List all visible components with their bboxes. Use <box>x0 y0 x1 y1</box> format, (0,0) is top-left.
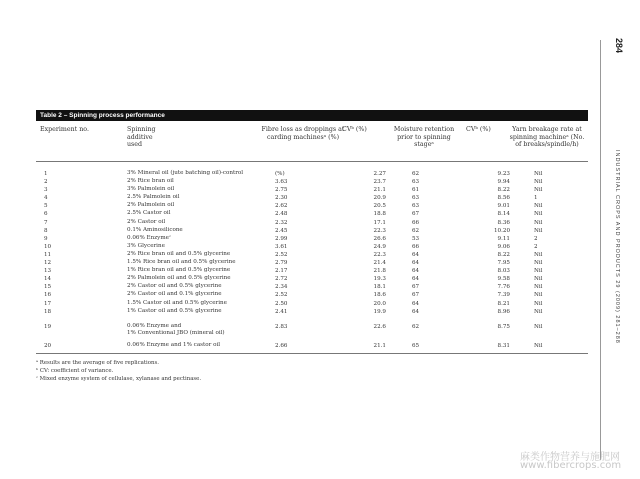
cell-additive: 3% Palmolein oil <box>127 186 175 193</box>
table-body <box>36 170 588 350</box>
cell-experiment-no: 1 <box>44 171 48 177</box>
cell-cv-fibre: 18.1 <box>373 284 386 291</box>
cell-fibre-loss: 2.83 <box>275 323 288 330</box>
cell-additive: 0.06% Enzyme and 1% castor oil <box>127 341 221 348</box>
cell-cv-fibre: 23.7 <box>373 179 386 186</box>
cell-cv-fibre: 24.9 <box>373 243 386 250</box>
table-row <box>36 202 588 210</box>
cell-experiment-no: 4 <box>44 195 48 202</box>
cell-cv-moisture: 9.01 <box>497 203 510 210</box>
cell-additive: 1% Rice bran oil and 0.5% glycerine <box>127 267 231 274</box>
cell-additive: 3% Glycerine <box>127 242 165 249</box>
cell-cv-fibre: 21.8 <box>373 268 386 275</box>
cell-fibre-loss: 2.99 <box>275 235 288 242</box>
cell-additive: 0.1% Aminosilicone <box>127 226 183 233</box>
cell-cv-fibre: 2.27 <box>373 171 386 177</box>
cell-experiment-no: 15 <box>44 284 52 291</box>
cell-additive: 2% Rice bran oil <box>127 178 174 185</box>
cell-moisture: 67 <box>412 292 420 299</box>
cell-cv-moisture: 8.36 <box>497 219 510 226</box>
cell-additive: 2% Castor oil and 0.5% glycerine <box>127 283 222 290</box>
cell-cv-moisture: 8.21 <box>497 300 510 307</box>
cell-additive: 2% Castor oil <box>127 218 166 225</box>
cell-moisture: 64 <box>412 308 420 315</box>
cell-additive: 0.06% Enzymeᶜ <box>127 234 171 241</box>
journal-running-head: INDUSTRIAL CROPS AND PRODUCTS 29 (2009) 281–288 <box>614 150 620 344</box>
cell-fibre-loss: 2.50 <box>275 300 288 307</box>
cell-additive: 1.5% Rice bran oil and 0.5% glycerine <box>127 259 236 266</box>
cell-fibre-loss: 2.52 <box>275 292 288 299</box>
cell-cv-fibre: 22.3 <box>373 227 386 234</box>
header-cv-moisture: CVᵇ (%) <box>466 126 491 133</box>
cell-yarn-breakage: Nil <box>534 227 543 234</box>
cell-moisture: 62 <box>412 171 420 177</box>
watermark-url: www.fibercrops.com <box>520 460 622 471</box>
cell-cv-fibre: 20.0 <box>373 300 386 307</box>
cell-yarn-breakage: Nil <box>534 203 543 210</box>
cell-moisture: 63 <box>412 203 420 210</box>
cell-experiment-no: 14 <box>44 276 52 283</box>
cell-cv-moisture: 10.20 <box>493 227 510 234</box>
cell-experiment-no: 9 <box>44 235 48 242</box>
cell-cv-fibre: 19.3 <box>373 276 386 283</box>
table-row <box>36 219 588 227</box>
cell-yarn-breakage: Nil <box>534 308 543 315</box>
cell-additive: 2% Palmolein oil <box>127 202 175 209</box>
header-rule <box>36 161 588 162</box>
table-row <box>36 259 588 267</box>
table-row <box>36 291 588 299</box>
cell-fibre-loss: 2.52 <box>275 251 288 258</box>
cell-cv-moisture: 8.22 <box>497 187 510 194</box>
cell-cv-moisture: 9.11 <box>497 235 510 242</box>
cell-moisture: 63 <box>412 195 420 202</box>
cell-fibre-loss: 2.34 <box>275 284 288 291</box>
cell-additive: 2% Rice bran oil and 0.5% glycerine <box>127 250 231 257</box>
cell-experiment-no: 6 <box>44 211 48 218</box>
table-row <box>36 194 588 202</box>
cell-yarn-breakage: Nil <box>534 211 543 218</box>
table-row <box>36 283 588 291</box>
cell-additive: 2.5% Palmolein oil <box>127 194 180 201</box>
table-row <box>36 227 588 235</box>
cell-fibre-loss: 2.32 <box>275 219 288 226</box>
cell-cv-moisture: 8.56 <box>497 195 510 202</box>
cell-moisture: 53 <box>412 235 420 242</box>
cell-fibre-loss: 3.63 <box>275 179 288 186</box>
cell-yarn-breakage: Nil <box>534 187 543 194</box>
cell-moisture: 67 <box>412 211 420 218</box>
table-row <box>36 170 588 178</box>
cell-cv-moisture: 9.23 <box>497 171 510 177</box>
table-row <box>36 235 588 243</box>
cell-experiment-no: 16 <box>44 292 52 299</box>
cell-cv-fibre: 21.1 <box>373 187 386 194</box>
cell-additive: 2% Castor oil and 0.1% glycerine <box>127 291 222 298</box>
cell-yarn-breakage: Nil <box>534 260 543 267</box>
cell-fibre-loss: 2.48 <box>275 211 288 218</box>
cell-fibre-loss: 2.75 <box>275 187 288 194</box>
cell-experiment-no: 17 <box>44 300 52 307</box>
cell-fibre-loss: 2.41 <box>275 308 288 315</box>
table-row <box>36 178 588 186</box>
cell-yarn-breakage: Nil <box>534 268 543 275</box>
footnote: ᶜ Mixed enzyme system of cellulase, xylanase and pectinase. <box>36 376 202 383</box>
cell-fibre-loss: 2.45 <box>275 227 288 234</box>
cell-yarn-breakage: Nil <box>534 276 543 283</box>
cell-experiment-no: 5 <box>44 203 48 210</box>
cell-yarn-breakage: 2 <box>534 243 538 250</box>
cell-moisture: 64 <box>412 251 420 258</box>
cell-yarn-breakage: Nil <box>534 171 543 177</box>
cell-moisture: 66 <box>412 243 420 250</box>
cell-moisture: 64 <box>412 300 420 307</box>
table-row <box>36 342 588 350</box>
cell-additive: 2.5% Castor oil <box>127 210 171 217</box>
cell-experiment-no: 18 <box>44 308 52 315</box>
cell-experiment-no: 2 <box>44 179 48 186</box>
cell-yarn-breakage: Nil <box>534 179 543 186</box>
cell-experiment-no: 19 <box>44 323 52 330</box>
cell-cv-moisture: 8.14 <box>497 211 510 218</box>
table-row <box>36 300 588 308</box>
cell-experiment-no: 11 <box>44 251 52 258</box>
cell-yarn-breakage: Nil <box>534 284 543 291</box>
cell-cv-moisture: 8.75 <box>497 323 510 330</box>
cell-yarn-breakage: 1 <box>534 195 538 202</box>
cell-experiment-no: 12 <box>44 260 52 267</box>
cell-fibre-loss: 3.61 <box>275 243 288 250</box>
header-experiment: Experiment no. <box>40 126 89 133</box>
header-additive: Spinning additive used <box>127 126 156 148</box>
table-header <box>36 121 588 161</box>
cell-fibre-loss: 2.79 <box>275 260 288 267</box>
cell-moisture: 62 <box>412 323 420 330</box>
cell-moisture: 64 <box>412 276 420 283</box>
table-title: Table 2 – Spinning process performance <box>36 110 588 121</box>
cell-cv-fibre: 26.6 <box>373 235 386 242</box>
cell-yarn-breakage: Nil <box>534 300 543 307</box>
header-cv-fibre: CVᵇ (%) <box>342 126 367 133</box>
cell-cv-moisture: 8.22 <box>497 251 510 258</box>
cell-cv-fibre: 17.1 <box>373 219 386 226</box>
cell-cv-fibre: 18.8 <box>373 211 386 218</box>
cell-fibre-loss: 2.72 <box>275 276 288 283</box>
table-row <box>36 275 588 283</box>
cell-cv-fibre: 20.5 <box>373 203 386 210</box>
cell-cv-moisture: 8.31 <box>497 342 510 349</box>
cell-experiment-no: 13 <box>44 268 52 275</box>
cell-fibre-loss: 2.17 <box>275 268 288 275</box>
cell-experiment-no: 8 <box>44 227 48 234</box>
cell-cv-fibre: 21.1 <box>373 342 386 349</box>
cell-experiment-no: 7 <box>44 219 48 226</box>
cell-additive: 1.5% Castor oil and 0.5% glycerine <box>127 299 227 306</box>
cell-cv-fibre: 19.9 <box>373 308 386 315</box>
table-row <box>36 267 588 275</box>
cell-fibre-loss: (%) <box>275 171 285 177</box>
table-row <box>36 243 588 251</box>
footnote: ᵇ CV: coefficient of variance. <box>36 368 114 375</box>
table-row <box>36 308 588 316</box>
cell-additive: 0.06% Enzyme and 1% Conventional JBO (mineral oil) <box>127 322 225 337</box>
cell-moisture: 66 <box>412 219 420 226</box>
table-bottom-rule <box>36 353 588 354</box>
table-row <box>36 186 588 194</box>
cell-cv-moisture: 8.96 <box>497 308 510 315</box>
cell-yarn-breakage: 2 <box>534 235 538 242</box>
cell-cv-moisture: 7.95 <box>497 260 510 267</box>
cell-cv-moisture: 8.03 <box>497 268 510 275</box>
cell-cv-fibre: 22.6 <box>373 323 386 330</box>
cell-additive: 3% Mineral oil (jute batching oil)-control <box>127 170 244 176</box>
cell-fibre-loss: 2.66 <box>275 342 288 349</box>
table-footnotes <box>36 359 588 384</box>
cell-moisture: 65 <box>412 342 420 349</box>
cell-moisture: 62 <box>412 227 420 234</box>
cell-cv-moisture: 9.94 <box>497 179 510 186</box>
cell-yarn-breakage: Nil <box>534 219 543 226</box>
table-row <box>36 321 588 337</box>
cell-moisture: 61 <box>412 187 420 194</box>
cell-cv-fibre: 20.9 <box>373 195 386 202</box>
cell-yarn-breakage: Nil <box>534 251 543 258</box>
cell-cv-moisture: 7.76 <box>497 284 510 291</box>
header-yarn-breakage: Yarn breakage rate at spinning machineᵃ (No. of breaks/spindle/h) <box>509 126 585 148</box>
cell-cv-moisture: 9.06 <box>497 243 510 250</box>
cell-moisture: 67 <box>412 284 420 291</box>
cell-fibre-loss: 2.30 <box>275 195 288 202</box>
cell-additive: 1% Castor oil and 0.5% glycerine <box>127 307 222 314</box>
cell-moisture: 64 <box>412 260 420 267</box>
cell-fibre-loss: 2.62 <box>275 203 288 210</box>
cell-experiment-no: 3 <box>44 187 48 194</box>
side-divider <box>600 40 601 460</box>
cell-moisture: 64 <box>412 268 420 275</box>
cell-additive: 2% Palmolein oil and 0.5% glycerine <box>127 275 231 282</box>
header-moisture: Moisture retention prior to spinning stageᵃ <box>393 126 455 148</box>
cell-cv-fibre: 18.6 <box>373 292 386 299</box>
table-2 <box>36 110 588 384</box>
header-fibre-loss: Fibre loss as droppings at carding machinesᵃ (%) <box>261 126 345 141</box>
cell-moisture: 63 <box>412 179 420 186</box>
cell-yarn-breakage: Nil <box>534 323 543 330</box>
cell-cv-fibre: 21.4 <box>373 260 386 267</box>
cell-experiment-no: 10 <box>44 243 52 250</box>
cell-cv-moisture: 9.58 <box>497 276 510 283</box>
footnote: ᵃ Results are the average of five replications. <box>36 359 159 366</box>
watermark-chinese: 麻类作物营养与施肥网 <box>520 452 620 463</box>
cell-yarn-breakage: Nil <box>534 292 543 299</box>
cell-cv-fibre: 22.3 <box>373 251 386 258</box>
cell-yarn-breakage: Nil <box>534 342 543 349</box>
page-number: 284 <box>614 38 624 54</box>
table-row <box>36 210 588 218</box>
cell-experiment-no: 20 <box>44 342 52 349</box>
table-row <box>36 251 588 259</box>
cell-cv-moisture: 7.39 <box>497 292 510 299</box>
